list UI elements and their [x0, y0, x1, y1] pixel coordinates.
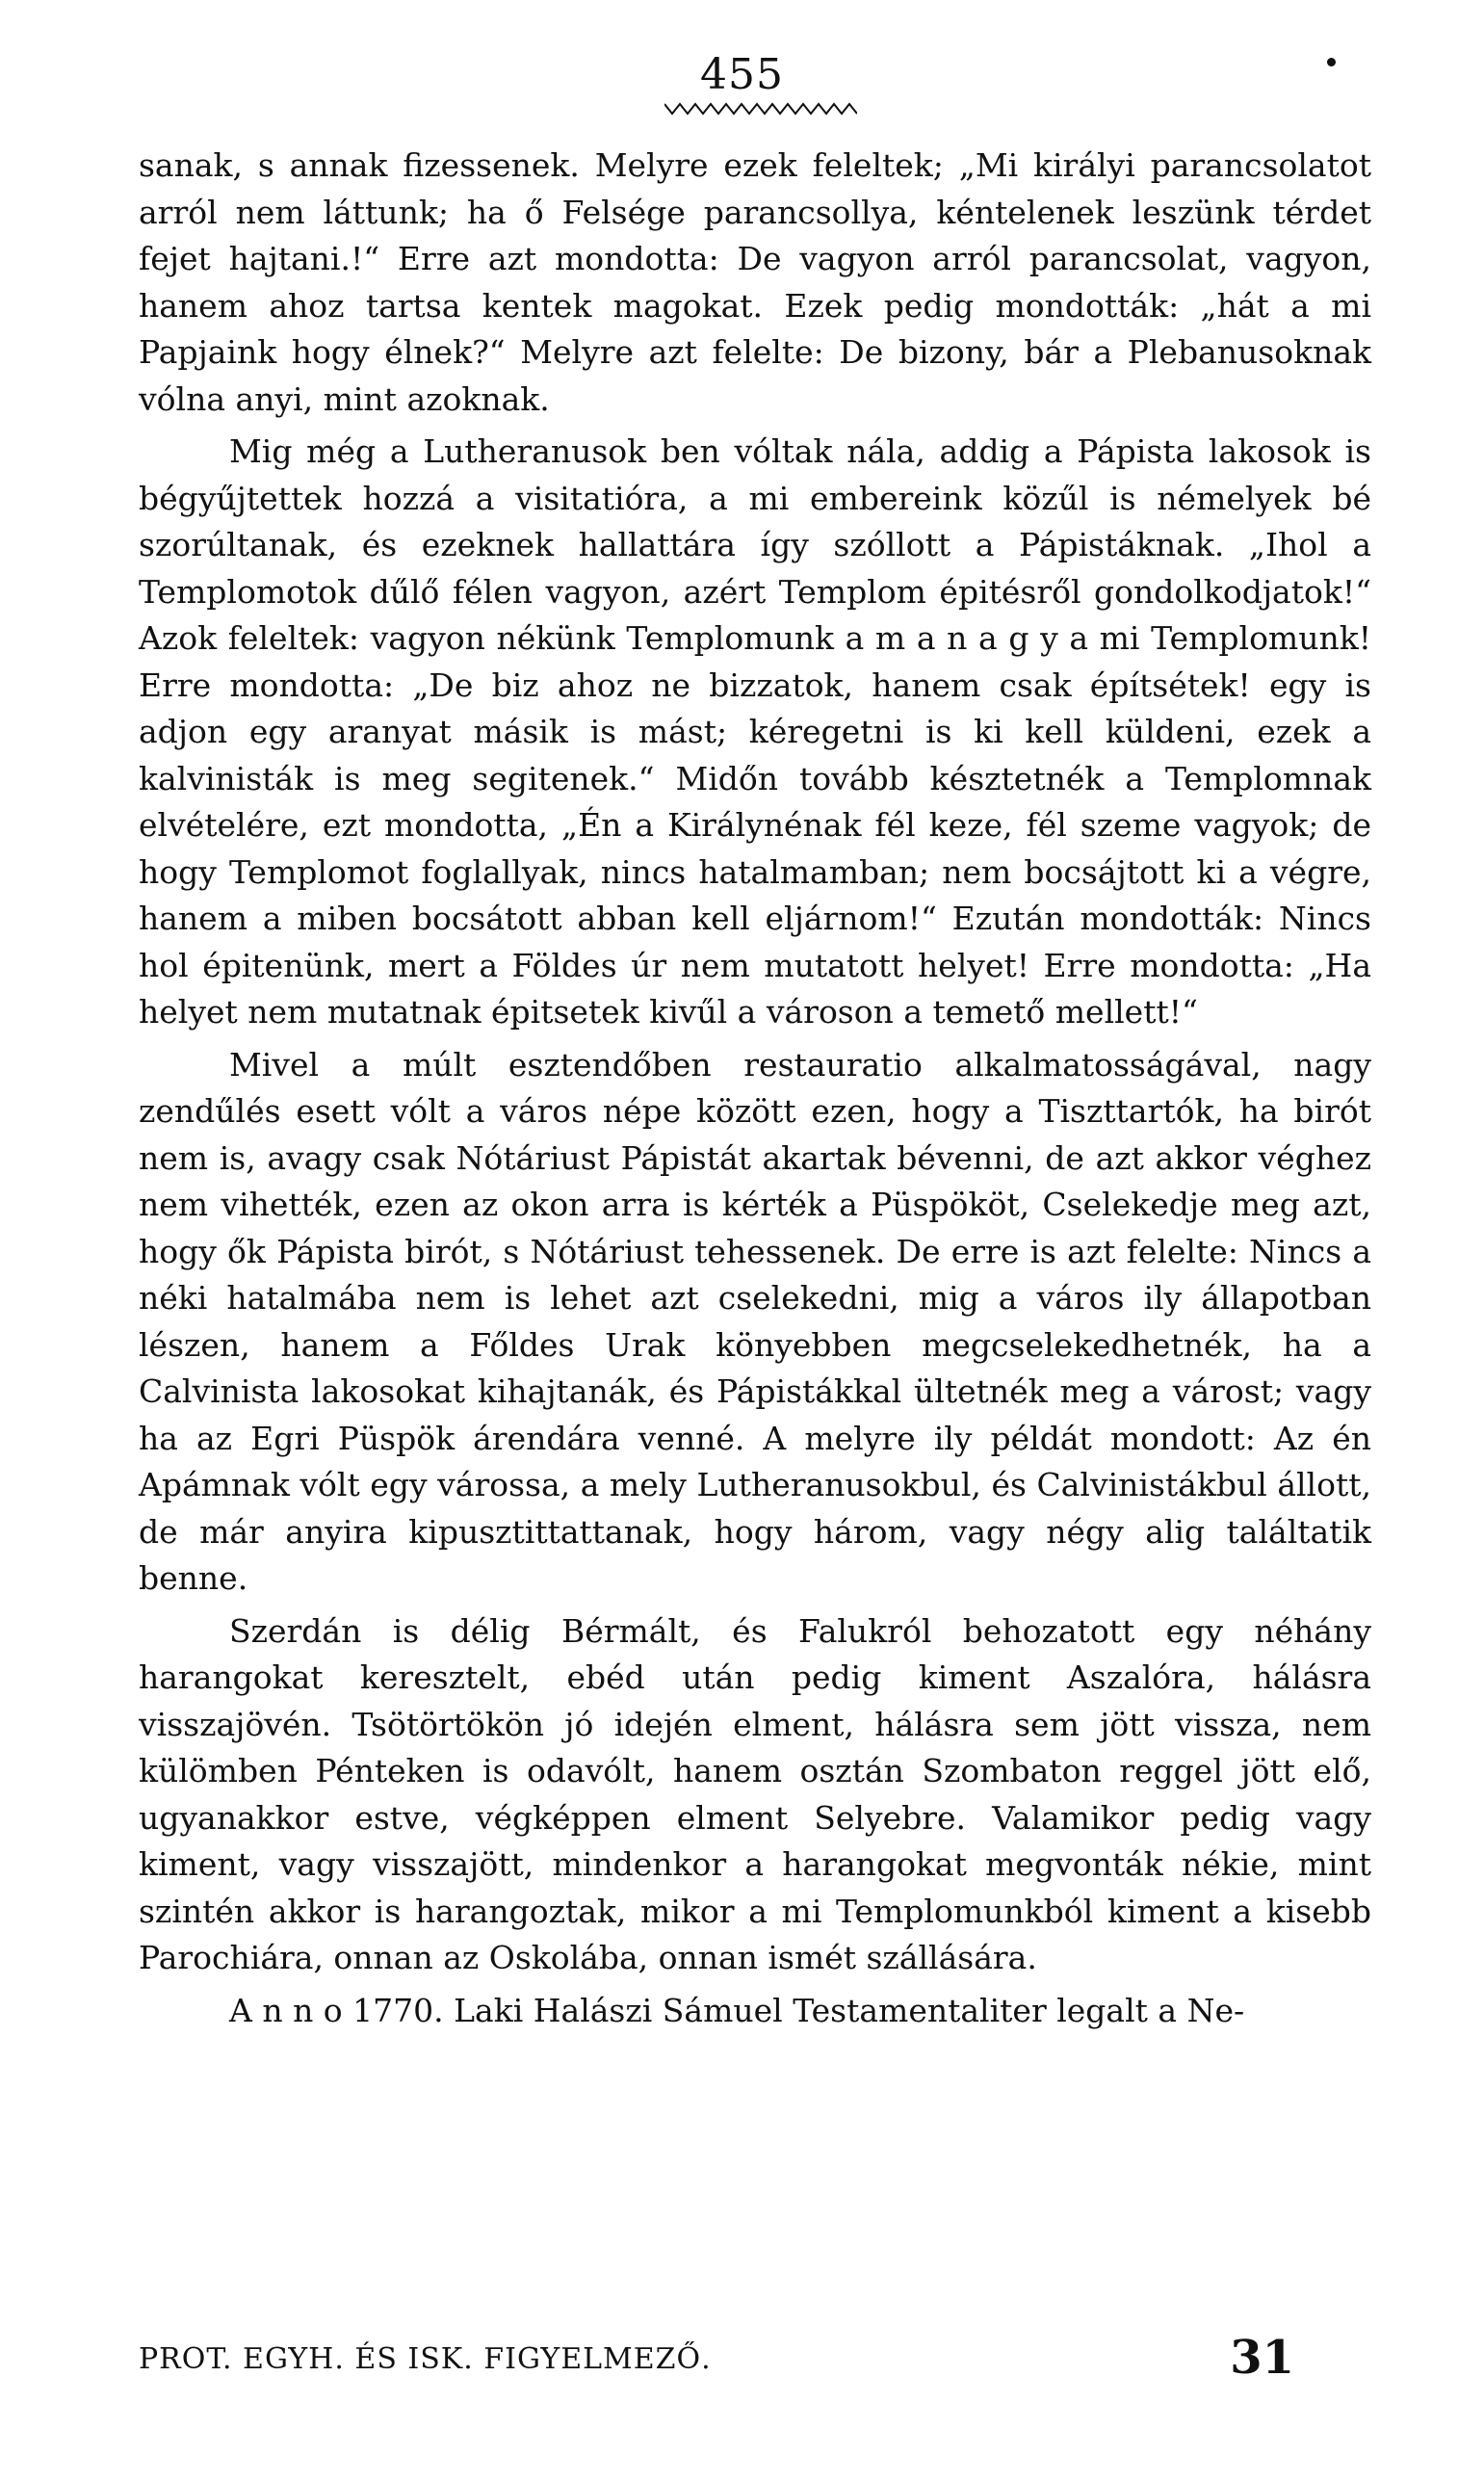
body-text: [139, 143, 1371, 2034]
signature-number: 31: [1230, 2331, 1294, 2385]
ornament-divider: [664, 100, 857, 118]
ink-dot: [1327, 58, 1336, 66]
paragraph: sanak, s annak fizessenek. Melyre ezek feleltek; „Mi királyi parancsolatot arról nem láttunk; ha ő Felsége parancsollya, kéntelenek leszünk térdet fejet hajtani.!“ Erre azt mondotta: De vagyon arról parancsolat, vagyon, hanem ahoz tartsa kentek magokat. Ezek pedig mondották: „hát a mi Papjaink hogy élnek?“ Melyre azt felelte: De bizony, bár a Plebanusoknak vólna anyi, mint azoknak.: [139, 146, 1371, 418]
paragraph: Mig még a Lutheranusok ben vóltak nála, addig a Pápista lakosok is bégyűjtettek hozzá a visitatióra, a mi embereink közűl is némelyek bé szorúltanak, és ezeknek hallattára így szóllott a Pápistáknak. „Ihol a Templomotok dűlő félen vagyon, azért Templom épitésről gondolkodjatok!“ Azok feleltek: vagyon nékünk Templomunk a m a n a g y a mi Templomunk! Erre mondotta: „De biz ahoz ne bizzatok, hanem csak építsétek! egy is adjon egy aranyat másik is mást; kéregetni is ki kell küldeni, ezek a kalvinisták is meg segitenek.“ Midőn tovább késztetnék a Templomnak elvételére, ezt mondotta, „Én a Királynénak fél keze, fél szeme vagyok; de hogy Templomot foglallyak, nincs hatalmamban; nem bocsájtott ki a végre, hanem a miben bocsátott abban kell eljárnom!“ Ezután mondották: Nincs hol épitenünk, mert a Földes úr nem mutatott helyet! Erre mondotta: „Ha helyet nem mutatnak épitsetek kivűl a városon a temető mellett!“: [139, 432, 1371, 1031]
paragraph: Szerdán is délig Bérmált, és Falukról behozatott egy néhány harangokat keresztelt, ebéd után pedig kiment Aszalóra, hálásra visszajövén. Tsötörtökön jó idején elment, hálásra sem jött vissza, nem külömben Pénteken is odavólt, hanem osztán Szombaton reggel jött elő, ugyanakkor estve, végképpen elment Selyebre. Valamikor pedig vagy kiment, vagy visszajött, mindenkor a harangokat megvonták nékie, mint szintén akkor is harangoztak, mikor a mi Templomunkból kiment a kisebb Parochiára, onnan az Oskolába, onnan ismét szállására.: [139, 1611, 1371, 1976]
publication-title: PROT. EGYH. ÉS ISK. FIGYELMEZŐ.: [139, 2342, 712, 2376]
page-number: 455: [700, 50, 784, 99]
paragraph: Mivel a múlt esztendőben restauratio alkalmatosságával, nagy zendűlés esett vólt a város népe között ezen, hogy a Tiszttartók, ha birót nem is, avagy csak Nótáriust Pápistát akartak bévenni, de azt akkor véghez nem vihették, ezen az okon arra is kérték a Püspököt, Cselekedje meg azt, hogy ők Pápista birót, s Nótáriust tehessenek. De erre is azt felelte: Nincs a néki hatalmába nem is lehet azt cselekedni, mig a város ily állapotban lészen, hanem a Főldes Urak könyebben megcselekedhetnék, ha a Calvinista lakosokat kihajtanák, és Pápistákkal ültetnék meg a várost; vagy ha az Egri Püspök árendára venné. A melyre ily példát mondott: Az én Apámnak vólt egy várossa, a mely Lutheranusokbul, és Calvinistákbul állott, de már anyira kipusztittattanak, hogy három, vagy négy alig találtatik benne.: [139, 1045, 1371, 1597]
paragraph: A n n o 1770. Laki Halászi Sámuel Testamentaliter legalt a Ne-: [229, 1991, 1245, 2029]
